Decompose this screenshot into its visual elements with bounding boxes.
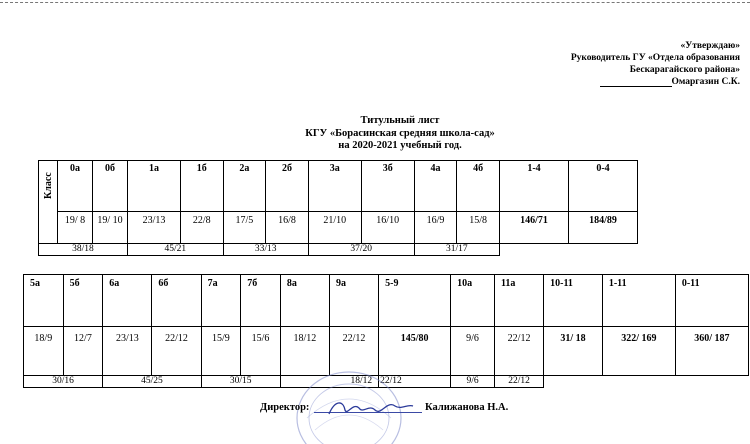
table2-header-cell: 5б bbox=[63, 275, 103, 327]
class-table-1 bbox=[38, 160, 638, 256]
table2-header-cell: 1-11 bbox=[602, 275, 675, 327]
table2-value-cell: 145/80 bbox=[379, 327, 451, 376]
table2-sum-cell: 22/12 bbox=[379, 376, 451, 388]
class-label-cell bbox=[39, 161, 58, 244]
table2-value-cell: 15/9 bbox=[201, 327, 241, 376]
table2-header-row bbox=[24, 275, 749, 327]
table2-value-cell: 322/ 169 bbox=[602, 327, 675, 376]
table1-value-cell: 184/89 bbox=[569, 212, 638, 244]
table1-value-cell: 15/8 bbox=[457, 212, 500, 244]
table2-value-cell: 31/ 18 bbox=[544, 327, 603, 376]
table2-header-cell: 6а bbox=[103, 275, 152, 327]
table2-value-cell: 22/12 bbox=[152, 327, 201, 376]
table1-sum-row bbox=[39, 244, 638, 256]
table1-value-cell: 22/8 bbox=[180, 212, 223, 244]
table2-header-cell: 7а bbox=[201, 275, 241, 327]
table1-sum-cell: 33/13 bbox=[223, 244, 308, 256]
table2-header-cell: 0-11 bbox=[675, 275, 748, 327]
top-border-line bbox=[0, 2, 750, 3]
table2-value-cell: 22/12 bbox=[329, 327, 378, 376]
approval-line-2: Руководитель ГУ «Отдела образования bbox=[570, 53, 740, 63]
table2-header-cell: 8а bbox=[280, 275, 329, 327]
table1-header-row bbox=[39, 161, 638, 212]
director-signature bbox=[325, 396, 415, 420]
table1-value-cell: 16/9 bbox=[414, 212, 457, 244]
page-title bbox=[220, 115, 580, 153]
table1-value-cell: 19/ 10 bbox=[93, 212, 128, 244]
table2-sum-cell: 30/15 bbox=[201, 376, 280, 388]
table2-value-cell: 22/12 bbox=[494, 327, 543, 376]
table2-value-cell: 18/9 bbox=[24, 327, 64, 376]
table2-header-cell: 5-9 bbox=[379, 275, 451, 327]
table2-value-cell: 360/ 187 bbox=[675, 327, 748, 376]
table1-value-row bbox=[39, 212, 638, 244]
table1-value-cell: 19/ 8 bbox=[58, 212, 93, 244]
table1-sum-cell: 45/21 bbox=[128, 244, 224, 256]
table2-header-cell: 9а bbox=[329, 275, 378, 327]
table1-header-cell: 2а bbox=[223, 161, 266, 212]
table1-value-cell: 16/8 bbox=[266, 212, 309, 244]
table1-header-cell: 3а bbox=[308, 161, 361, 212]
director-name: Калижанова Н.А. bbox=[425, 402, 509, 413]
table2-value-cell: 15/6 bbox=[241, 327, 281, 376]
table1-header-cell: 3б bbox=[361, 161, 414, 212]
table1-sum-cell: 31/17 bbox=[414, 244, 499, 256]
table2-sum-cell: 45/25 bbox=[103, 376, 201, 388]
table2-header-cell: 7б bbox=[241, 275, 281, 327]
approval-line-3: Бескарагайского района» bbox=[629, 65, 740, 75]
table1-header-cell: 1б bbox=[180, 161, 223, 212]
table2-header-cell: 10а bbox=[451, 275, 495, 327]
table2-sum-cell: 22/12 bbox=[494, 376, 543, 388]
table1-sum-cell: 37/20 bbox=[308, 244, 414, 256]
class-label: Класс bbox=[43, 172, 54, 199]
approval-line-1: «Утверждаю» bbox=[680, 41, 740, 51]
table1-header-cell: 0а bbox=[58, 161, 93, 212]
table2-sum-cell: 18/12 bbox=[280, 376, 378, 388]
table1-value-cell: 146/71 bbox=[500, 212, 569, 244]
title-line-1: Титульный лист bbox=[360, 115, 440, 126]
approval-block bbox=[571, 40, 740, 88]
table1-sum-empty bbox=[500, 244, 638, 256]
table1-header-cell: 2б bbox=[266, 161, 309, 212]
table2-value-cell: 12/7 bbox=[63, 327, 103, 376]
director-label: Директор: bbox=[260, 402, 310, 413]
table2-header-cell: 11а bbox=[494, 275, 543, 327]
table1-sum-cell: 38/18 bbox=[39, 244, 128, 256]
table1-header-cell: 0б bbox=[93, 161, 128, 212]
table2-sum-empty bbox=[544, 376, 749, 388]
table2-sum-cell: 9/6 bbox=[451, 376, 495, 388]
table2-header-cell: 10-11 bbox=[544, 275, 603, 327]
table1-header-cell: 4а bbox=[414, 161, 457, 212]
table1-header-cell: 0-4 bbox=[569, 161, 638, 212]
table1-header-cell: 4б bbox=[457, 161, 500, 212]
table1-header-cell: 1-4 bbox=[500, 161, 569, 212]
table2-header-cell: 5а bbox=[24, 275, 64, 327]
title-line-2: КГУ «Борасинская средняя школа-сад» bbox=[305, 127, 495, 139]
table1-value-cell: 21/10 bbox=[308, 212, 361, 244]
table2-header-cell: 6б bbox=[152, 275, 201, 327]
table1-value-cell: 23/13 bbox=[128, 212, 181, 244]
table2-sum-cell: 30/16 bbox=[24, 376, 103, 388]
table1-value-cell: 16/10 bbox=[361, 212, 414, 244]
table2-value-cell: 9/6 bbox=[451, 327, 495, 376]
table1-value-cell: 17/5 bbox=[223, 212, 266, 244]
title-line-3: на 2020-2021 учебный год. bbox=[338, 140, 462, 151]
approval-line-4: Омаргазин С.К. bbox=[671, 77, 740, 87]
table2-value-cell: 23/13 bbox=[103, 327, 152, 376]
approval-signature-line bbox=[600, 86, 672, 87]
table2-value-cell: 18/12 bbox=[280, 327, 329, 376]
table1-header-cell: 1а bbox=[128, 161, 181, 212]
